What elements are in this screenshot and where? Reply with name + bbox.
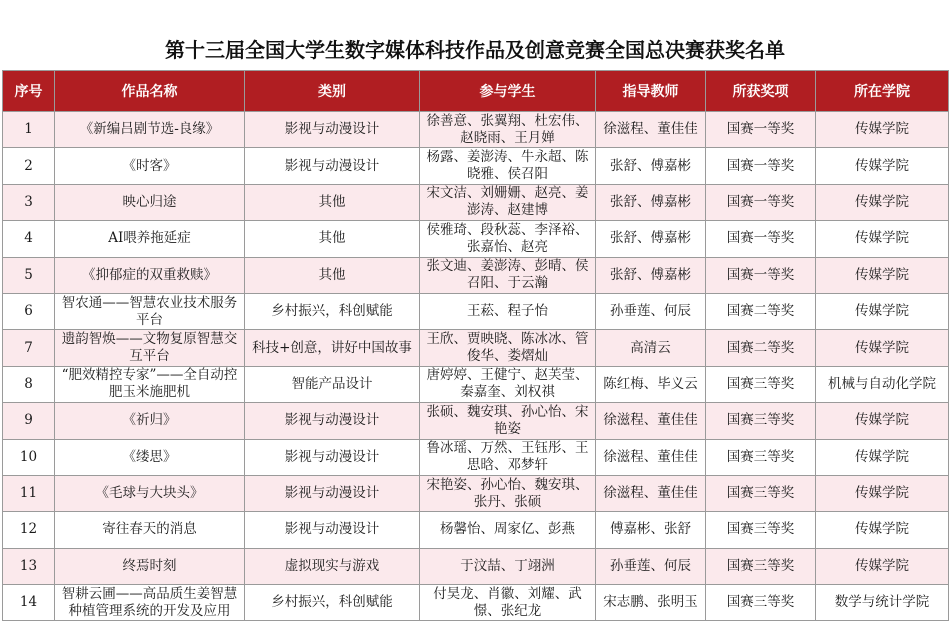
table-row xyxy=(3,184,949,220)
cell-teachers: 孙垂莲、何辰 xyxy=(596,548,706,584)
cell-students: 王欣、贾映晓、陈冰冰、管俊华、娄熠灿 xyxy=(420,330,596,366)
cell-award: 国赛三等奖 xyxy=(706,403,816,439)
cell-college: 传媒学院 xyxy=(816,112,949,148)
cell-category: 影视与动漫设计 xyxy=(245,112,420,148)
cell-work-title: 《时客》 xyxy=(55,148,245,184)
cell-college: 数学与统计学院 xyxy=(816,585,949,621)
cell-no: 6 xyxy=(3,293,55,329)
cell-award: 国赛一等奖 xyxy=(706,221,816,257)
cell-teachers: 孙垂莲、何辰 xyxy=(596,293,706,329)
table-row xyxy=(3,257,949,293)
cell-college: 传媒学院 xyxy=(816,330,949,366)
header-students: 参与学生 xyxy=(420,71,596,112)
table-row xyxy=(3,330,949,366)
cell-work-title: 智耕云圃——高品质生姜智慧种植管理系统的开发及应用 xyxy=(55,585,245,621)
cell-students: 杨露、姜澎涛、牛永超、陈晓雅、侯召阳 xyxy=(420,148,596,184)
table-row xyxy=(3,221,949,257)
cell-students: 唐婷婷、王健宁、赵芙莹、秦嘉奎、刘权祺 xyxy=(420,366,596,402)
cell-teachers: 徐滋程、董佳佳 xyxy=(596,403,706,439)
cell-category: 影视与动漫设计 xyxy=(245,148,420,184)
cell-work-title: 《祈归》 xyxy=(55,403,245,439)
cell-teachers: 张舒、傅嘉彬 xyxy=(596,184,706,220)
cell-no: 10 xyxy=(3,439,55,475)
cell-work-title: 寄往春天的消息 xyxy=(55,512,245,548)
cell-students: 杨馨怡、周家亿、彭燕 xyxy=(420,512,596,548)
cell-category: 其他 xyxy=(245,184,420,220)
cell-college: 传媒学院 xyxy=(816,548,949,584)
header-category: 类别 xyxy=(245,71,420,112)
cell-teachers: 傅嘉彬、张舒 xyxy=(596,512,706,548)
cell-students: 张硕、魏安琪、孙心怡、宋艳姿 xyxy=(420,403,596,439)
cell-no: 4 xyxy=(3,221,55,257)
cell-college: 传媒学院 xyxy=(816,221,949,257)
cell-award: 国赛三等奖 xyxy=(706,585,816,621)
cell-work-title: 智农通——智慧农业技术服务平台 xyxy=(55,293,245,329)
cell-work-title: 映心归途 xyxy=(55,184,245,220)
cell-category: 影视与动漫设计 xyxy=(245,475,420,511)
cell-college: 传媒学院 xyxy=(816,148,949,184)
cell-award: 国赛二等奖 xyxy=(706,330,816,366)
cell-students: 宋文洁、刘姗姗、赵亮、姜澎涛、赵建博 xyxy=(420,184,596,220)
cell-category: 科技+创意，讲好中国故事 xyxy=(245,330,420,366)
cell-award: 国赛二等奖 xyxy=(706,293,816,329)
cell-teachers: 高清云 xyxy=(596,330,706,366)
cell-work-title: 《毛球与大块头》 xyxy=(55,475,245,511)
header-college: 所在学院 xyxy=(816,71,949,112)
cell-award: 国赛三等奖 xyxy=(706,366,816,402)
table-row xyxy=(3,439,949,475)
cell-college: 传媒学院 xyxy=(816,512,949,548)
cell-category: 虚拟现实与游戏 xyxy=(245,548,420,584)
cell-award: 国赛一等奖 xyxy=(706,112,816,148)
cell-students: 王菘、程子怡 xyxy=(420,293,596,329)
cell-category: 影视与动漫设计 xyxy=(245,403,420,439)
cell-no: 12 xyxy=(3,512,55,548)
header-no: 序号 xyxy=(3,71,55,112)
table-row xyxy=(3,112,949,148)
cell-award: 国赛三等奖 xyxy=(706,439,816,475)
cell-teachers: 张舒、傅嘉彬 xyxy=(596,148,706,184)
cell-college: 传媒学院 xyxy=(816,475,949,511)
cell-teachers: 徐滋程、董佳佳 xyxy=(596,475,706,511)
cell-category: 其他 xyxy=(245,221,420,257)
cell-college: 传媒学院 xyxy=(816,257,949,293)
cell-category: 乡村振兴，科创赋能 xyxy=(245,585,420,621)
cell-work-title: 《新编吕剧节选-良缘》 xyxy=(55,112,245,148)
cell-award: 国赛三等奖 xyxy=(706,475,816,511)
cell-no: 14 xyxy=(3,585,55,621)
cell-students: 徐善意、张翼翔、杜宏伟、赵晓雨、王月婵 xyxy=(420,112,596,148)
page-title: 第十三届全国大学生数字媒体科技作品及创意竞赛全国总决赛获奖名单 xyxy=(165,38,785,62)
cell-teachers: 张舒、傅嘉彬 xyxy=(596,221,706,257)
cell-award: 国赛三等奖 xyxy=(706,548,816,584)
cell-no: 11 xyxy=(3,475,55,511)
table-row xyxy=(3,548,949,584)
cell-no: 7 xyxy=(3,330,55,366)
table-row xyxy=(3,293,949,329)
cell-work-title: 终焉时刻 xyxy=(55,548,245,584)
cell-category: 影视与动漫设计 xyxy=(245,512,420,548)
cell-category: 其他 xyxy=(245,257,420,293)
cell-work-title: AI喂养拖延症 xyxy=(55,221,245,257)
cell-students: 侯雅琦、段秋蕊、李泽裕、张嘉怡、赵亮 xyxy=(420,221,596,257)
cell-award: 国赛一等奖 xyxy=(706,184,816,220)
cell-category: 影视与动漫设计 xyxy=(245,439,420,475)
table-row xyxy=(3,148,949,184)
cell-students: 宋艳姿、孙心怡、魏安琪、张丹、张硕 xyxy=(420,475,596,511)
table-row xyxy=(3,366,949,402)
cell-students: 鲁冰瑶、万然、王钰彤、王思晗、邓梦轩 xyxy=(420,439,596,475)
cell-college: 机械与自动化学院 xyxy=(816,366,949,402)
cell-work-title: 《抑郁症的双重救赎》 xyxy=(55,257,245,293)
table-row xyxy=(3,475,949,511)
cell-college: 传媒学院 xyxy=(816,403,949,439)
cell-category: 智能产品设计 xyxy=(245,366,420,402)
cell-no: 2 xyxy=(3,148,55,184)
cell-no: 3 xyxy=(3,184,55,220)
cell-college: 传媒学院 xyxy=(816,293,949,329)
table-row xyxy=(3,512,949,548)
cell-work-title: 遗韵智焕——文物复原智慧交互平台 xyxy=(55,330,245,366)
table-row xyxy=(3,403,949,439)
table-row xyxy=(3,585,949,621)
awards-table xyxy=(2,70,949,621)
cell-teachers: 张舒、傅嘉彬 xyxy=(596,257,706,293)
table-header-row xyxy=(3,71,949,112)
header-work: 作品名称 xyxy=(55,71,245,112)
cell-no: 9 xyxy=(3,403,55,439)
cell-work-title: “肥效精控专家”——全自动控肥玉米施肥机 xyxy=(55,366,245,402)
cell-teachers: 宋志鹏、张明玉 xyxy=(596,585,706,621)
cell-students: 张文迪、姜澎涛、彭晴、侯召阳、于云瀚 xyxy=(420,257,596,293)
header-award: 所获奖项 xyxy=(706,71,816,112)
cell-students: 付昊龙、肖徽、刘耀、武憬、张纪龙 xyxy=(420,585,596,621)
cell-teachers: 徐滋程、董佳佳 xyxy=(596,112,706,148)
cell-college: 传媒学院 xyxy=(816,439,949,475)
cell-teachers: 陈红梅、毕义云 xyxy=(596,366,706,402)
cell-category: 乡村振兴，科创赋能 xyxy=(245,293,420,329)
cell-college: 传媒学院 xyxy=(816,184,949,220)
cell-no: 8 xyxy=(3,366,55,402)
header-teachers: 指导教师 xyxy=(596,71,706,112)
cell-award: 国赛一等奖 xyxy=(706,148,816,184)
cell-no: 5 xyxy=(3,257,55,293)
cell-students: 于汶喆、丁翊洲 xyxy=(420,548,596,584)
cell-award: 国赛一等奖 xyxy=(706,257,816,293)
cell-work-title: 《缕思》 xyxy=(55,439,245,475)
cell-teachers: 徐滋程、董佳佳 xyxy=(596,439,706,475)
cell-no: 1 xyxy=(3,112,55,148)
cell-award: 国赛三等奖 xyxy=(706,512,816,548)
cell-no: 13 xyxy=(3,548,55,584)
